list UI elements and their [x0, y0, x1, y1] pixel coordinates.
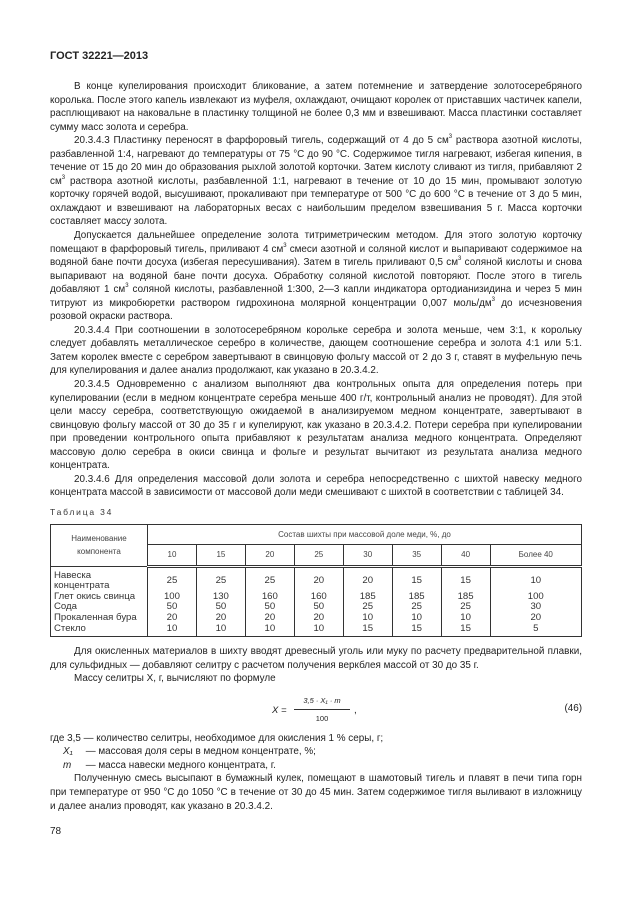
table-cell: 10 [441, 613, 490, 624]
body-paragraph [50, 229, 582, 324]
legend-symbol: где 3,5 [50, 732, 81, 744]
table-cell: 25 [245, 566, 294, 592]
text-run: Допускается дальнейшее определение золота титриметрическим методом. Для этого золотую корточку помещают в фарфоровый тигель, приливают 4 см [50, 230, 582, 255]
text-run: раствора азотной кислоты, разбавленной 1:4, нагревают до температуры от 75 °С до 90 °С. Содержимое тигля нагревают, избегая кипения, в течение от 15 до 20 мин до образования рыхлой золотой корточки. Затем кислоту сливают из тигля, прибавляют 2 см [50, 135, 582, 187]
body-paragraph [50, 473, 582, 500]
table-cell: 15 [343, 624, 392, 637]
table-row [51, 613, 582, 624]
text-run: В конце купелирования происходит бликование, а затем потемнение и затвердение золотосеребряного королька. После этого капель извлекают из муфеля, охлаждают, очищают королек от приставших частичек капели, расплющивают на наковальне в пластинку толщиной не более 0,3 мм и взвешивают. Масса пластинки составляет сумму масс золота и серебра. [50, 81, 582, 133]
table-cell: 100 [490, 592, 581, 603]
table-cell: 10 [392, 613, 441, 624]
column-header: 35 [392, 545, 441, 567]
table-cell: 100 [148, 592, 197, 603]
table-cell: 25 [148, 566, 197, 592]
table-cell: 5 [490, 624, 581, 637]
table-cell: 25 [196, 566, 245, 592]
page-number: 78 [50, 826, 62, 837]
table-cell: 25 [343, 602, 392, 613]
superscript: 3 [283, 242, 287, 249]
legend-description: — масса навески медного концентрата, г. [85, 759, 276, 771]
formula-tail: , [354, 704, 357, 716]
table-34 [50, 524, 582, 638]
row-name: Навеска концентрата [51, 566, 148, 592]
text-run: 20.3.4.5 Одновременно с анализом выполняют два контрольных опыта для определения потерь при купелировании (если в медном концентрате серебра меньше 400 г/т, контрольный анализ не проводят). Для этой цели массу серебра, соответствующую ожидаемой в анализируемом медном концентрате, завертывают в свинцовую фольгу массой от 30 до 35 г и купелируют, как указано в 20.3.4.2. Потери серебра при купелировании при проведении контрольного опыта прибавляют к результатам анализа медного концентрата. Определяют массовую долю серебра в окиси свинца и фольге и результат вычитают из результата анализа медного концентрата. [50, 379, 582, 472]
table-cell: 20 [196, 613, 245, 624]
legend-item [50, 732, 582, 746]
table-cell: 10 [490, 566, 581, 592]
formula-legend [50, 732, 582, 773]
column-header: 40 [441, 545, 490, 567]
table-row [51, 566, 582, 592]
table-cell: 50 [148, 602, 197, 613]
table-cell: 20 [245, 613, 294, 624]
column-header: 10 [148, 545, 197, 567]
row-name: Прокаленная бура [51, 613, 148, 624]
table-cell: 10 [245, 624, 294, 637]
table-cell: 185 [392, 592, 441, 603]
body-paragraph [50, 324, 582, 378]
row-name: Сода [51, 602, 148, 613]
text-run: соляной кислоты и снова выпаривают на водяной бане почти досуха. Обработку соляной кислотой повторяют. После этого в тигель добавляют 1 см [50, 257, 582, 296]
table-row [51, 624, 582, 637]
row-name: Стекло [51, 624, 148, 637]
formula-numerator: 3,5 · X₁ · m [294, 694, 350, 711]
text-run: смеси азотной и соляной кислот и выпаривают содержимое на водяной бане почти досуха (избегая пересушивания). Затем в тигель приливают 0,5 см [50, 243, 583, 269]
text-run: раствора азотной кислоты, разбавленной 1:1, нагревают в течение от 10 до 15 мин, промывают золотую корточку горячей водой, высушивают, прокаливают при температуре от 500 °С до 600 °С в течение от 3 до 5 мин, охлаждают и взвешивают на лабораторных весах с наибольшим пределом взвешивания 5 г. Масса корточки составляет массу золота. [50, 175, 582, 228]
column-header: 30 [343, 545, 392, 567]
table-cell: 185 [343, 592, 392, 603]
page-body [50, 80, 582, 813]
superscript: 3 [61, 174, 66, 181]
paragraph-formula-intro: Массу селитры X, г, вычисляют по формуле [74, 673, 276, 685]
table-cell: 50 [294, 602, 343, 613]
text-run: до исчезновения розовой окраски раствора. [50, 297, 582, 323]
table-cell: 15 [441, 624, 490, 637]
table-cell: 20 [343, 566, 392, 592]
column-header: 20 [245, 545, 294, 567]
column-header: Более 40 [490, 545, 581, 567]
formula-number: (46) [564, 702, 582, 714]
table-cell: 160 [294, 592, 343, 603]
legend-item [50, 759, 582, 773]
superscript: 3 [458, 256, 462, 263]
legend-symbol: X₁ [63, 746, 73, 758]
table-cell: 160 [245, 592, 294, 603]
body-paragraph [50, 378, 582, 473]
table-cell: 20 [294, 613, 343, 624]
table-cell: 130 [196, 592, 245, 603]
legend-item [50, 745, 582, 759]
table-cell: 50 [196, 602, 245, 613]
table-cell: 20 [148, 613, 197, 624]
table-cell: 185 [441, 592, 490, 603]
column-header: 25 [294, 545, 343, 567]
text-run: 20.3.4.6 Для определения массовой доли золота и серебра непосредственно с шихтой навеску медного концентрата массой в зависимости от массовой доли меди смешивают с шихтой в соответствии с таблицей 34. [50, 473, 582, 499]
document-header: ГОСТ 32221—2013 [50, 50, 149, 62]
table-body [51, 566, 582, 637]
text-run: 20.3.4.4 При соотношении в золотосеребряном корольке серебра и золота меньше, чем 3:1, к корольку следует добавлять металлическое серебро в количестве, дающем соотношение серебра и золота 4:1 или 5:1. Затем королек вместе с серебром завертывают в свинцовую фольгу массой от 2 до 3 г, ставят в муфельную печь для купелирования и далее анализ продолжают, как указано в 20.3.4.2. [50, 324, 582, 377]
table-cell: 20 [294, 566, 343, 592]
text-run: 20.3.4.3 Пластинку переносят в фарфоровый тигель, содержащий от 4 до 5 см [74, 135, 449, 147]
body-paragraph [50, 80, 582, 134]
formula-denominator: 100 [315, 714, 329, 724]
body-paragraphs [50, 80, 582, 500]
legend-description: — количество селитры, необходимое для окисления 1 % серы, г; [83, 732, 384, 744]
header-composition: Состав шихты при массовой доле меди, %, до [148, 524, 582, 545]
table-cell: 15 [441, 566, 490, 592]
table-cell: 25 [392, 602, 441, 613]
superscript: 3 [491, 296, 495, 303]
superscript: 3 [125, 283, 129, 290]
body-paragraph [50, 134, 582, 229]
paragraph-oxidized-materials: Для окисленных материалов в шихту вводят древесный уголь или муку по расчету предварительной плавки, для сульфидных — добавляют селитру с расчетом получения веркблея массой от 30 до 35 г. [50, 646, 582, 671]
header-component-name: Наименование компонента [51, 524, 148, 566]
legend-description: — массовая доля серы в медном концентрате, %; [85, 746, 316, 758]
table-cell: 20 [490, 613, 581, 624]
table-cell: 15 [392, 566, 441, 592]
table-cell: 10 [343, 613, 392, 624]
table-cell: 10 [196, 624, 245, 637]
table-caption: Таблица 34 [50, 506, 114, 517]
formula-fraction [294, 694, 350, 726]
formula-46 [50, 692, 582, 732]
legend-symbol: m [63, 759, 72, 771]
table-cell: 50 [245, 602, 294, 613]
superscript: 3 [448, 134, 453, 141]
table-cell: 10 [148, 624, 197, 637]
paragraph-final: Полученную смесь высыпают в бумажный кулек, помещают в шамотовый тигель и плавят в печи типа горн при температуре от 950 °С до 1050 °С в течение от 30 до 45 мин. Затем содержимое тигля выливают в изложницу и далее анализ проводят, как указано в 20.3.4.2. [50, 773, 582, 812]
text-run: соляной кислоты, разбавленной 1:300, 2—3 капли индикатора ортодианизидина и через 5 мин титруют из микробюретки раствором гидрохинона молярной концентрации 0,007 моль/дм [50, 284, 582, 309]
row-name: Глет окись свинца [51, 592, 148, 603]
table-cell: 10 [294, 624, 343, 637]
table-cell: 30 [490, 602, 581, 613]
column-header: 15 [196, 545, 245, 567]
table-cell: 25 [441, 602, 490, 613]
table-cell: 15 [392, 624, 441, 637]
formula-lhs: X = [272, 704, 287, 716]
